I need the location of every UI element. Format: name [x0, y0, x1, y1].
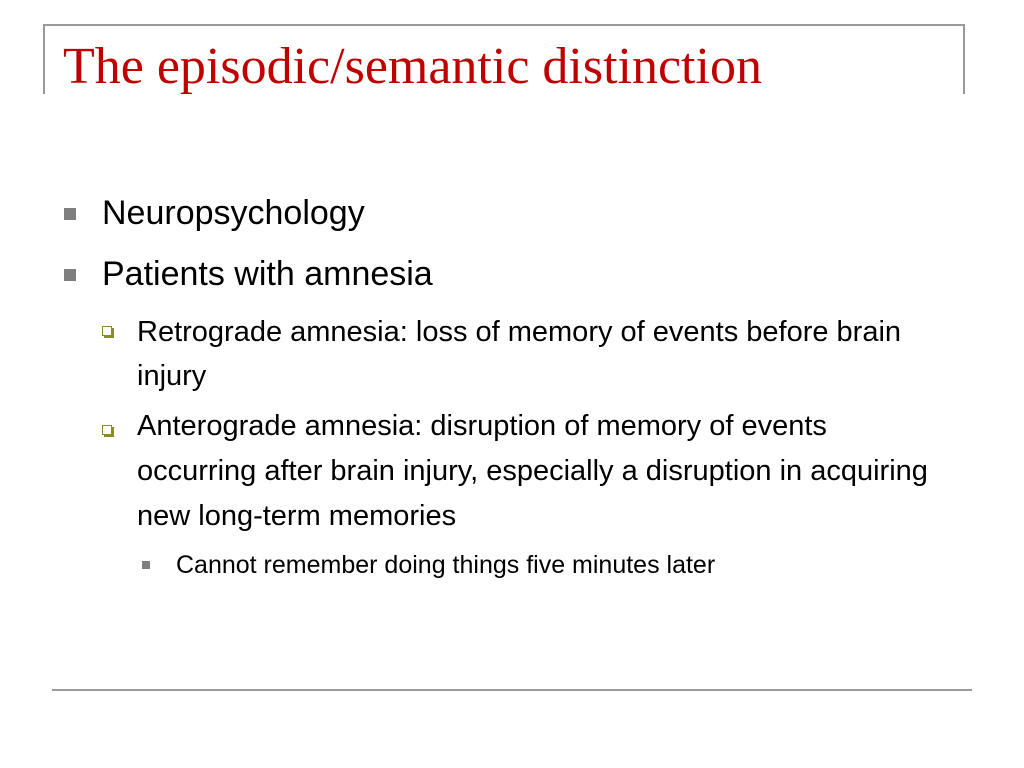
title-frame-top-line [43, 24, 965, 26]
bullet-level2-text: Retrograde amnesia: loss of memory of events before brain injury [137, 316, 902, 392]
slide-title: The episodic/semantic distinction [63, 38, 762, 95]
title-frame-right-line [963, 24, 965, 94]
bullet-level3-text: Cannot remember doing things five minutes later [176, 551, 716, 579]
title-frame-left-line [43, 24, 45, 94]
square-bullet-icon [142, 561, 150, 569]
square-bullet-icon [64, 269, 76, 281]
bullet-level1-text: Patients with amnesia [102, 255, 433, 293]
square-bullet-icon [64, 208, 76, 220]
hollow-box-bullet-icon [102, 326, 112, 336]
hollow-box-bullet-icon [102, 425, 112, 435]
footer-divider-line [52, 689, 972, 691]
bullet-level2-text: Anterograde amnesia: disruption of memory of events occurring after brain injury, especially a disruption in acquiring new long-term memories [137, 410, 928, 532]
bullet-level1-text: Neuropsychology [102, 194, 365, 232]
